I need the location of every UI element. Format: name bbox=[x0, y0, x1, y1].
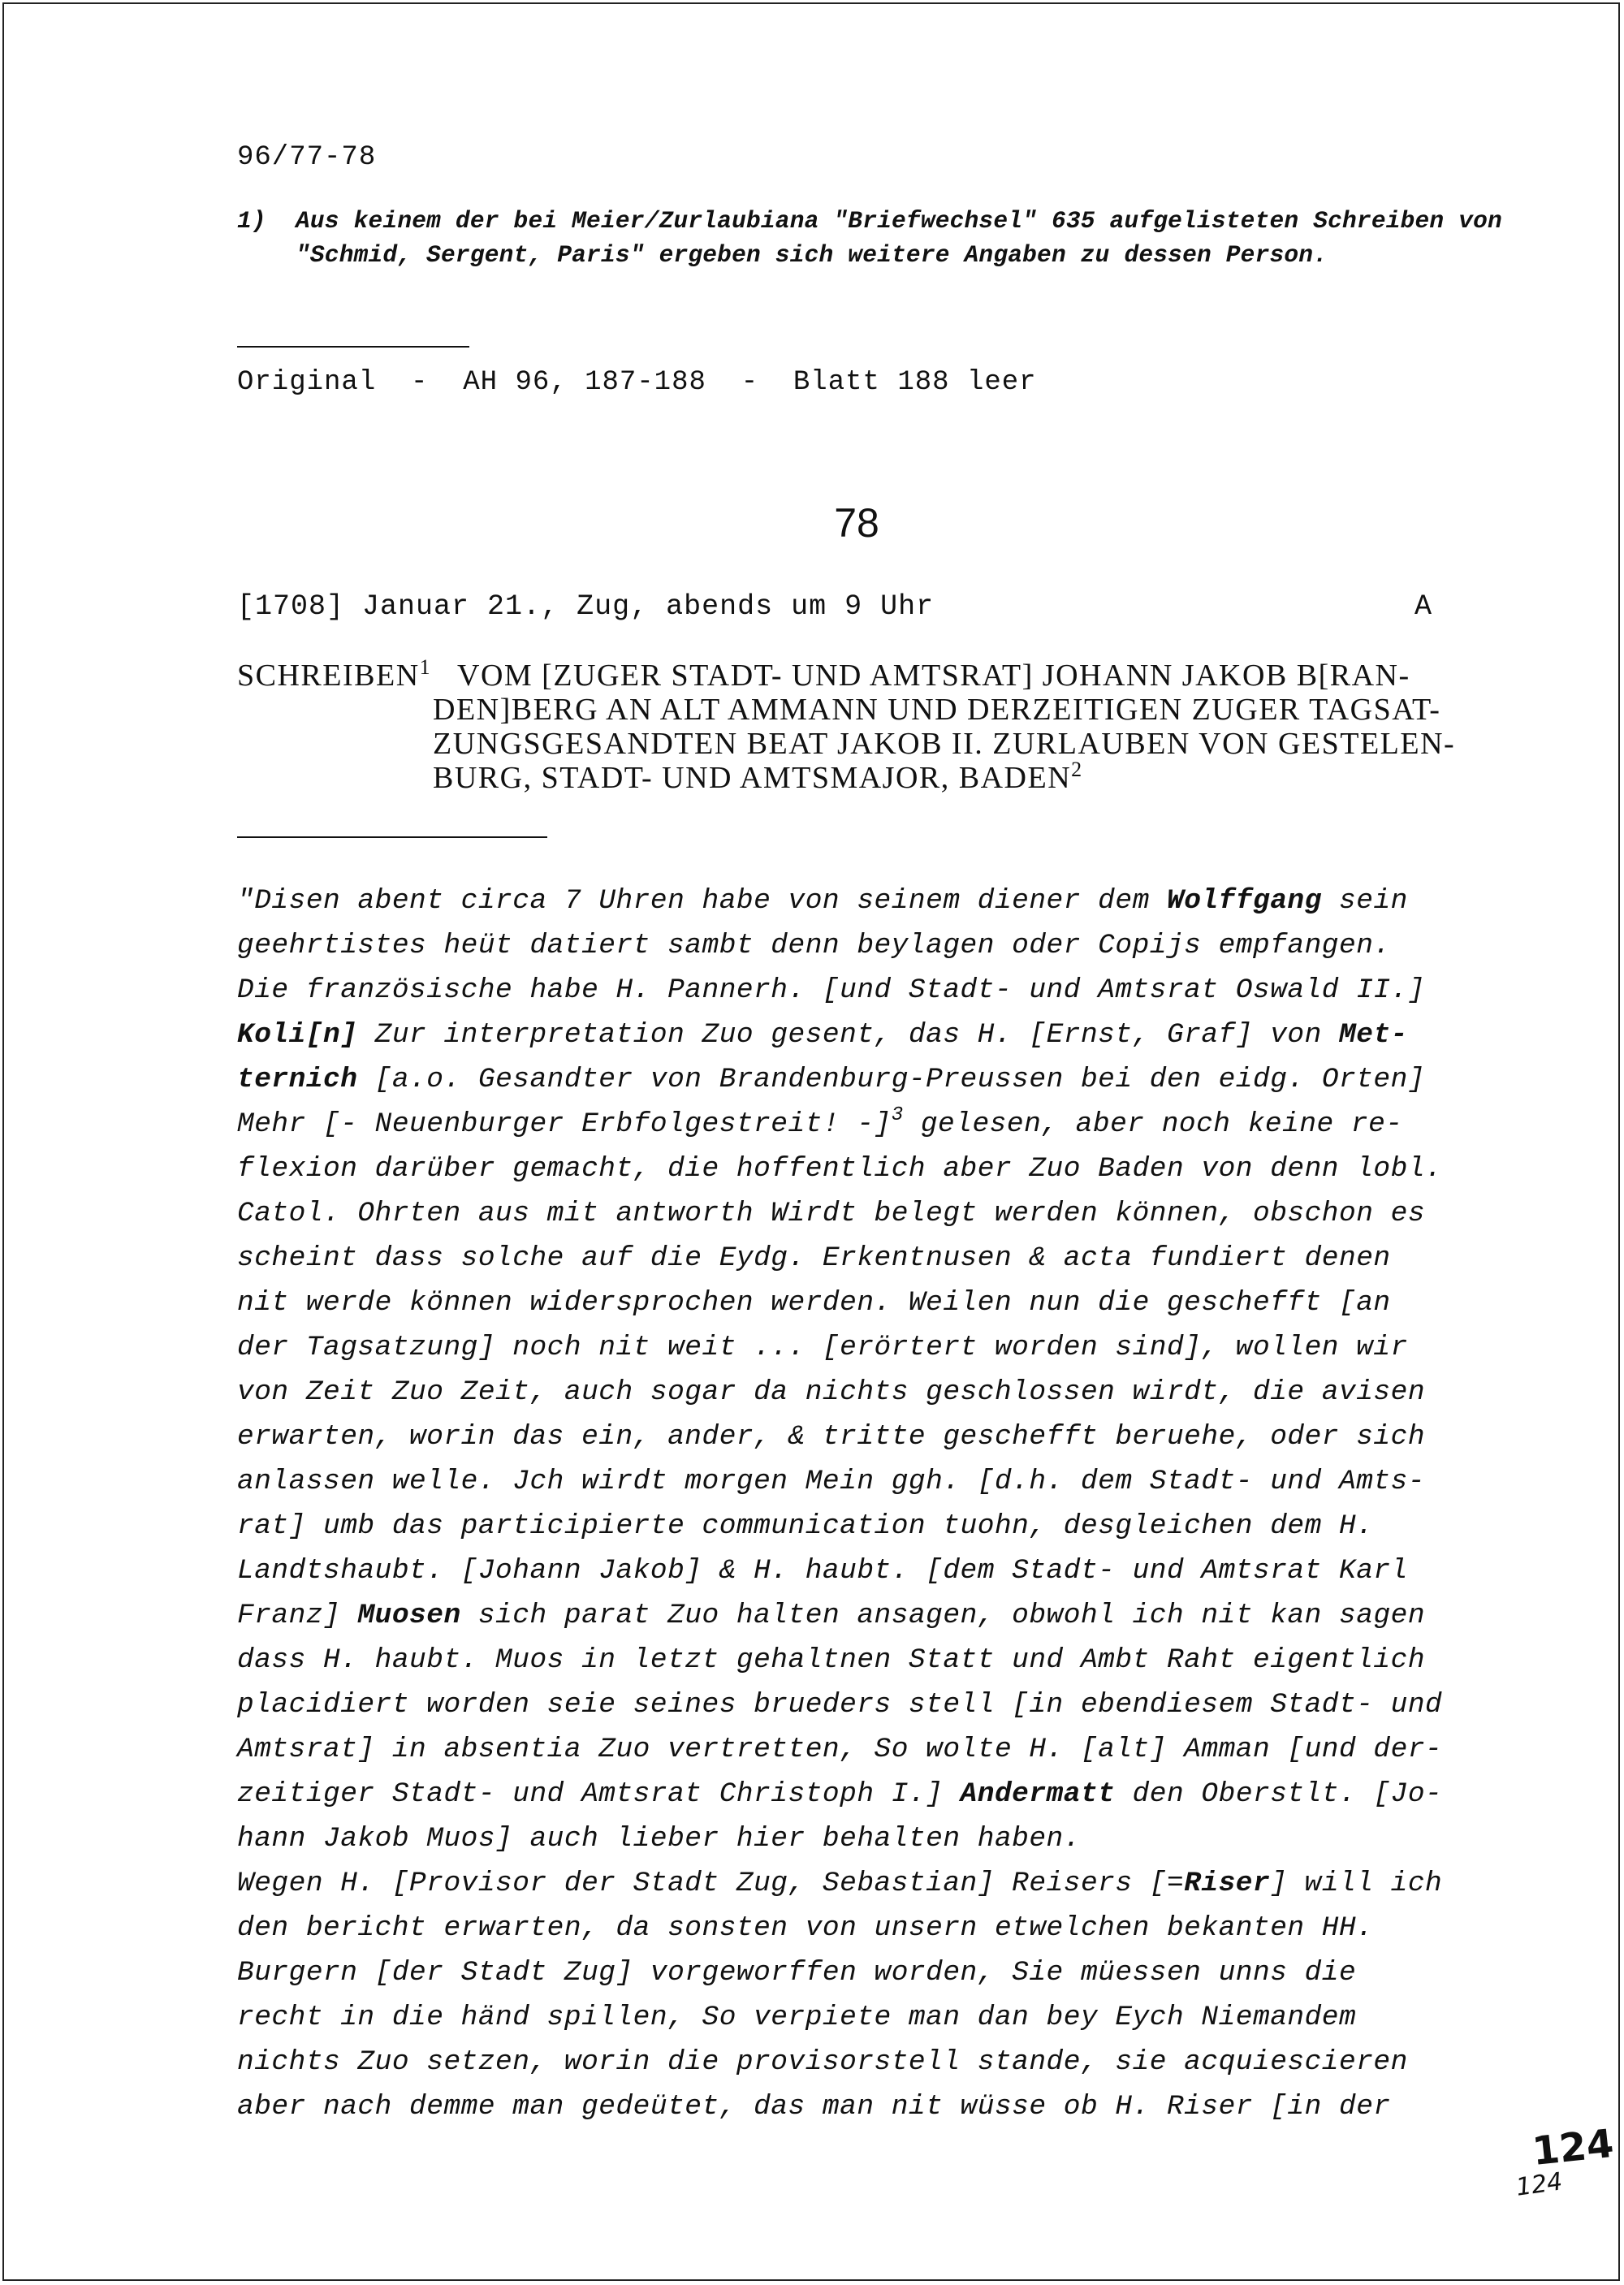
text-line: Landtshaubt. [Johann Jakob] & H. haubt. [dem Stadt- und Amtsrat Karl bbox=[237, 1555, 1408, 1587]
text-run: sein bbox=[1321, 885, 1408, 917]
regest-line: VOM [ZUGER STADT- UND AMTSRAT] JOHANN JAKOB B[RAN- bbox=[457, 659, 1410, 693]
text-line: den bericht erwarten, da sonsten von unsern etwelchen bekanten HH. bbox=[237, 1912, 1374, 1944]
text-run: den Oberstlt. [Jo- bbox=[1115, 1778, 1443, 1810]
text-run: ] will ich bbox=[1270, 1868, 1443, 1899]
footnote-number: 1) bbox=[237, 207, 266, 235]
bold-name: Koli[n] bbox=[237, 1019, 358, 1051]
text-line: Burgern [der Stadt Zug] vorgeworffen worden, Sie müessen unns die bbox=[237, 1957, 1357, 1989]
text-run: "Disen abent circa 7 Uhren habe von seinem diener dem bbox=[237, 885, 1167, 917]
text-run: Wegen H. [Provisor der Stadt Zug, Sebastian] Reisers [= bbox=[237, 1868, 1185, 1899]
document-reference: 96/77-78 bbox=[237, 142, 377, 173]
footnote-marker: 2 bbox=[1071, 758, 1083, 781]
date-place-line: [1708] Januar 21., Zug, abends um 9 Uhr bbox=[237, 590, 935, 623]
text-line: aber nach demme man gedeütet, das man nit wüsse ob H. Riser [in der bbox=[237, 2091, 1391, 2123]
text-line bbox=[237, 1861, 1504, 1906]
separator-rule bbox=[237, 346, 469, 348]
page-frame bbox=[2, 2, 1620, 2281]
regest-line: ZUNGSGESANDTEN BEAT JAKOB II. ZURLAUBEN VON GESTELEN- bbox=[433, 727, 1456, 761]
text-line: Catol. Ohrten aus mit antworth Wirdt belegt werden können, obschon es bbox=[237, 1198, 1426, 1229]
bold-name: Riser bbox=[1184, 1868, 1271, 1899]
document-number: 78 bbox=[834, 500, 879, 546]
regest-line: DEN]BERG AN ALT AMMANN UND DERZEITIGEN ZUGER TAGSAT- bbox=[433, 693, 1441, 727]
text-line: placidiert worden seie seines brueders stell [in ebendiesem Stadt- und bbox=[237, 1689, 1443, 1721]
text-line: anlassen welle. Jch wirdt morgen Mein ggh. [d.h. dem Stadt- und Amts- bbox=[237, 1466, 1426, 1497]
text-line bbox=[237, 1593, 1504, 1638]
handwritten-page-number: 124 bbox=[1514, 2167, 1565, 2202]
regest-lead bbox=[237, 655, 432, 693]
source-line: Original - AH 96, 187-188 - Blatt 188 leer bbox=[237, 367, 1037, 398]
regest-line-text: BURG, STADT- UND AMTSMAJOR, BADEN bbox=[433, 761, 1072, 795]
document-marker: A bbox=[1415, 590, 1432, 623]
text-line: scheint dass solche auf die Eydg. Erkentnusen & acta fundiert denen bbox=[237, 1242, 1391, 1274]
footnote-marker: 3 bbox=[891, 1104, 904, 1126]
text-line bbox=[237, 1772, 1504, 1816]
text-line: hann Jakob Muos] auch lieber hier behalten haben. bbox=[237, 1823, 1081, 1855]
text-line: flexion darüber gemacht, die hoffentlich aber Zuo Baden von denn lobl. bbox=[237, 1153, 1443, 1185]
letter-text bbox=[237, 879, 1504, 2129]
text-run: [a.o. Gesandter von Brandenburg-Preussen bei den eidg. Orten] bbox=[357, 1064, 1426, 1095]
regest-line-last bbox=[433, 758, 1471, 795]
text-run: Franz] bbox=[237, 1600, 358, 1631]
text-run: Zur interpretation Zuo gesent, das H. [Ernst, Graf] von bbox=[357, 1019, 1340, 1051]
text-line: von Zeit Zuo Zeit, auch sogar da nichts geschlossen wirdt, die avisen bbox=[237, 1376, 1426, 1408]
text-line: Amtsrat] in absentia Zuo vertretten, So wolte H. [alt] Amman [und der- bbox=[237, 1734, 1443, 1765]
text-run: gelesen, aber noch keine re- bbox=[903, 1108, 1403, 1140]
text-line bbox=[237, 1057, 1504, 1102]
footnote bbox=[237, 204, 1504, 272]
text-line bbox=[237, 1102, 1504, 1147]
text-line: nichts Zuo setzen, worin die provisorstell stande, sie acquiescieren bbox=[237, 2046, 1408, 2078]
text-line: dass H. haubt. Muos in letzt gehaltnen Statt und Ambt Raht eigentlich bbox=[237, 1644, 1426, 1676]
bold-name: Andermatt bbox=[960, 1778, 1116, 1810]
bold-name: Wolffgang bbox=[1166, 885, 1322, 917]
bold-name: Met- bbox=[1339, 1019, 1408, 1051]
separator-rule bbox=[237, 836, 547, 838]
text-run: Mehr [- Neuenburger Erbfolgestreit! -] bbox=[237, 1108, 892, 1140]
regest-lead-word: SCHREIBEN bbox=[237, 659, 420, 693]
text-line: Die französische habe H. Pannerh. [und Stadt- und Amtsrat Oswald II.] bbox=[237, 974, 1426, 1006]
bold-name: ternich bbox=[237, 1064, 358, 1095]
bold-name: Muosen bbox=[357, 1600, 461, 1631]
text-run: zeitiger Stadt- und Amtsrat Christoph I.] bbox=[237, 1778, 961, 1810]
footnote-text: Aus keinem der bei Meier/Zurlaubiana "Briefwechsel" 635 aufgelisteten Schreiben von "Schmid, Sergent, Paris" ergeben sich weitere Angaben zu dessen Person. bbox=[296, 207, 1502, 269]
text-line bbox=[237, 1013, 1504, 1057]
stamped-page-number: 124 bbox=[1530, 2120, 1616, 2175]
text-line: erwarten, worin das ein, ander, & tritte geschefft beruehe, oder sich bbox=[237, 1421, 1426, 1453]
regest-heading bbox=[237, 655, 1471, 795]
regest-body bbox=[433, 659, 1471, 795]
text-run: sich parat Zuo halten ansagen, obwohl ich nit kan sagen bbox=[460, 1600, 1426, 1631]
text-line: der Tagsatzung] noch nit weit ... [erörtert worden sind], wollen wir bbox=[237, 1332, 1408, 1363]
text-line: nit werde können widersprochen werden. Weilen nun die geschefft [an bbox=[237, 1287, 1391, 1319]
text-line: geehrtistes heüt datiert sambt denn beylagen oder Copijs empfangen. bbox=[237, 930, 1391, 961]
text-line bbox=[237, 879, 1504, 923]
text-line: rat] umb das participierte communication tuohn, desgleichen dem H. bbox=[237, 1510, 1374, 1542]
footnote-marker: 1 bbox=[419, 655, 432, 679]
text-line: recht in die händ spillen, So verpiete man dan bey Eych Niemandem bbox=[237, 2002, 1357, 2033]
